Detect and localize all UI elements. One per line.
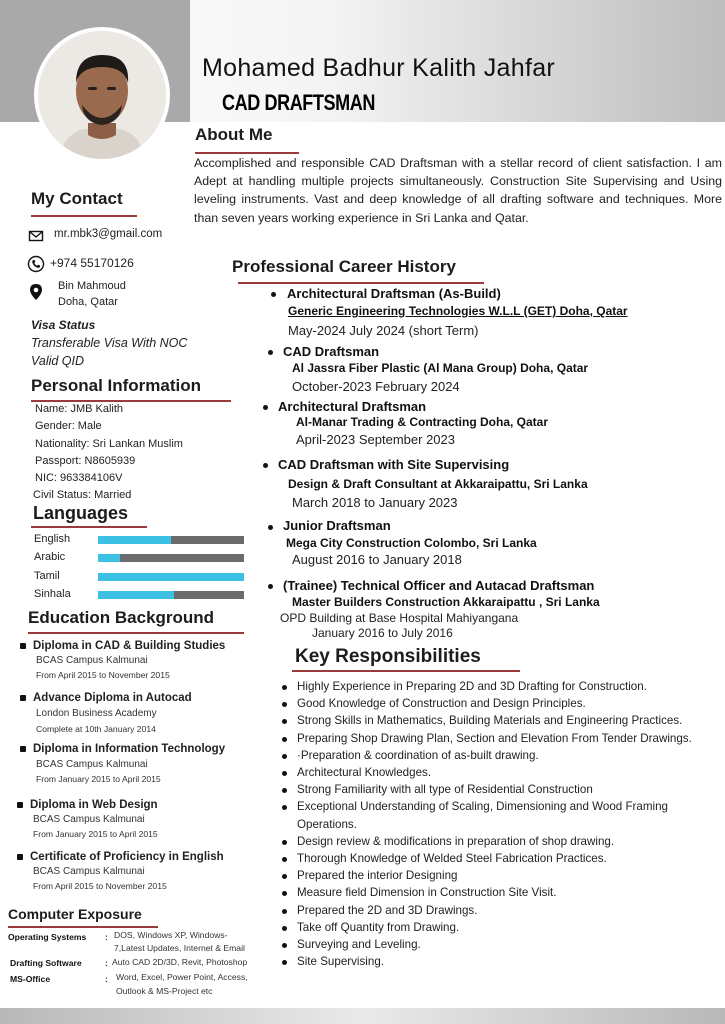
profile-photo <box>34 27 170 163</box>
job-title: CAD Draftsman <box>283 344 380 359</box>
education-heading: Education Background <box>28 608 215 627</box>
responsibility-item: Exceptional Understanding of Scaling, Dimensioning and Wood Framing Operations. <box>280 798 725 832</box>
job-bullet-icon <box>263 463 268 468</box>
education-bullet-icon <box>17 854 23 860</box>
responsibility-item: Highly Experience in Preparing 2D and 3D Drafting for Construction. <box>280 678 725 695</box>
job-company: Generic Engineering Technologies W.L.L (GET) Doha, Qatar <box>288 304 628 318</box>
responsibility-item: Site Supervising. <box>280 953 725 970</box>
job-title: CAD DRAFTSMAN <box>222 90 376 115</box>
responsibility-item: Thorough Knowledge of Welded Steel Fabrication Practices. <box>280 850 725 867</box>
job-company: Design & Draft Consultant at Akkaraipattu, Sri Lanka <box>288 477 588 491</box>
drafting-value: Auto CAD 2D/3D, Revit, Photoshop <box>112 957 248 967</box>
career-heading: Professional Career History <box>232 257 456 276</box>
education-title: Diploma in Information Technology <box>33 743 226 755</box>
msoffice-separator: : <box>105 974 108 984</box>
location-pin-icon <box>29 283 43 301</box>
language-level-fill <box>98 573 244 581</box>
email-icon <box>28 228 44 244</box>
education-bullet-icon <box>20 695 26 701</box>
responsibility-item: Measure field Dimension in Construction Site Visit. <box>280 884 725 901</box>
language-name: Sinhala <box>34 588 71 600</box>
responsibility-item: Prepared the interior Designing <box>280 867 725 884</box>
os-value-line2: 7,Latest Updates, Internet & Email <box>114 943 245 953</box>
msoffice-label: MS-Office <box>10 974 51 984</box>
contact-underline <box>31 215 137 217</box>
responsibility-item: Architectural Knowledges. <box>280 764 725 781</box>
contact-phone[interactable]: +974 55170126 <box>50 256 134 270</box>
job-bullet-icon <box>268 525 273 530</box>
person-portrait-icon <box>38 31 166 159</box>
education-bullet-icon <box>20 746 26 752</box>
language-name: Arabic <box>34 551 66 563</box>
responsibilities-list <box>280 678 725 970</box>
job-title: (Trainee) Technical Officer and Autacad Draftsman <box>283 578 595 593</box>
job-title: Architectural Draftsman (As-Build) <box>287 286 501 301</box>
education-school: BCAS Campus Kalmunai <box>36 759 148 770</box>
responsibility-item: Strong Familiarity with all type of Residential Construction <box>280 781 725 798</box>
education-title: Diploma in Web Design <box>30 799 158 811</box>
education-school: London Business Academy <box>36 708 157 719</box>
about-text: Accomplished and responsible CAD Draftsman with a stellar record of client satisfaction. I am Adept at handling multiple projects simultaneously. Construction Site Supervising and Using leveling instruments. Vast and deep knowledge of all drafting software and techniques. More than seven years working experience in Sri Lanka and Qatar. <box>194 156 722 225</box>
language-level-fill <box>98 554 120 562</box>
responsibilities-heading: Key Responsibilities <box>295 646 481 667</box>
education-school: BCAS Campus Kalmunai <box>33 866 145 877</box>
education-date: From January 2015 to April 2015 <box>33 829 158 839</box>
personal-item: NIC: 963384106V <box>35 472 123 484</box>
job-dates: May-2024 July 2024 (short Term) <box>288 323 479 338</box>
drafting-label: Drafting Software <box>10 958 82 968</box>
education-school: BCAS Campus Kalmunai <box>36 655 148 666</box>
education-school: BCAS Campus Kalmunai <box>33 814 145 825</box>
contact-address-line1: Bin Mahmoud <box>58 280 126 292</box>
personal-heading: Personal Information <box>31 376 202 395</box>
education-title: Diploma in CAD & Building Studies <box>33 640 226 652</box>
education-date: Complete at 10th January 2014 <box>36 724 156 734</box>
job-bullet-icon <box>271 292 276 297</box>
language-level-bar <box>98 573 244 581</box>
education-date: From April 2015 to November 2015 <box>36 670 170 680</box>
language-name: Tamil <box>34 570 60 582</box>
personal-item: Name: JMB Kalith <box>35 403 124 415</box>
candidate-name: Mohamed Badhur Kalith Jahfar <box>202 54 556 82</box>
contact-heading: My Contact <box>31 189 123 208</box>
languages-heading: Languages <box>33 503 129 523</box>
job-company: Al Jassra Fiber Plastic (Al Mana Group) Doha, Qatar <box>292 361 589 375</box>
personal-item: Gender: Male <box>35 420 102 432</box>
education-title: Advance Diploma in Autocad <box>33 692 192 704</box>
education-bullet-icon <box>20 643 26 649</box>
personal-underline <box>31 400 231 402</box>
job-title: CAD Draftsman with Site Supervising <box>278 457 510 472</box>
msoffice-value-line1: Word, Excel, Power Point, Access, <box>116 972 248 982</box>
job-dates: August 2016 to January 2018 <box>292 552 462 567</box>
responsibility-item: Prepared the 2D and 3D Drawings. <box>280 902 725 919</box>
education-date: From April 2015 to November 2015 <box>33 881 167 891</box>
job-extra: OPD Building at Base Hospital Mahiyangana <box>280 611 519 625</box>
personal-item: Civil Status: Married <box>33 489 132 501</box>
computer-heading: Computer Exposure <box>8 906 142 922</box>
job-bullet-icon <box>268 350 273 355</box>
job-dates: April-2023 September 2023 <box>296 432 455 447</box>
responsibility-item: Good Knowledge of Construction and Design Principles. <box>280 695 725 712</box>
education-date: From January 2015 to April 2015 <box>36 774 161 784</box>
language-level-bar <box>98 554 244 562</box>
visa-status-line1: Transferable Visa With NOC <box>31 336 188 350</box>
os-value-line1: DOS, Windows XP, Windows- <box>114 930 228 940</box>
footer-band <box>0 1008 725 1024</box>
responsibility-item: Design review & modifications in preparation of shop drawing. <box>280 833 725 850</box>
job-company: Mega City Construction Colombo, Sri Lanka <box>286 536 537 550</box>
phone-icon <box>27 255 45 273</box>
personal-item: Passport: N8605939 <box>35 455 136 467</box>
job-company: Master Builders Construction Akkaraipattu , Sri Lanka <box>292 595 600 609</box>
education-title: Certificate of Proficiency in English <box>30 851 224 863</box>
language-name: English <box>34 533 71 545</box>
language-level-bar <box>98 591 244 599</box>
responsibilities-underline <box>292 670 520 672</box>
language-level-fill <box>98 591 174 599</box>
job-company: Al-Manar Trading & Contracting Doha, Qatar <box>296 415 549 429</box>
education-underline <box>28 632 244 634</box>
msoffice-value-line2: Outlook & MS-Project etc <box>116 986 213 996</box>
job-dates: March 2018 to January 2023 <box>292 495 458 510</box>
visa-status-label: Visa Status <box>31 318 96 332</box>
responsibility-item: ·Preparation & coordination of as-built drawing. <box>280 747 725 764</box>
job-title: Architectural Draftsman <box>278 399 427 414</box>
job-bullet-icon <box>263 405 268 410</box>
job-dates: October-2023 February 2024 <box>292 379 460 394</box>
language-level-bar <box>98 536 244 544</box>
job-dates: January 2016 to July 2016 <box>312 626 453 640</box>
contact-address-line2: Doha, Qatar <box>58 296 118 308</box>
job-bullet-icon <box>268 584 273 589</box>
education-bullet-icon <box>17 802 23 808</box>
os-label: Operating Systems <box>8 932 87 942</box>
drafting-separator: : <box>105 958 108 968</box>
responsibility-item: Take off Quantity from Drawing. <box>280 919 725 936</box>
os-separator: : <box>105 932 108 942</box>
career-underline <box>238 282 484 284</box>
languages-underline <box>31 526 147 528</box>
computer-underline <box>8 926 158 928</box>
responsibility-item: Surveying and Leveling. <box>280 936 725 953</box>
responsibility-item: Preparing Shop Drawing Plan, Section and Elevation From Tender Drawings. <box>280 730 725 747</box>
job-title: Junior Draftsman <box>283 518 391 533</box>
visa-status-line2: Valid QID <box>31 354 85 368</box>
personal-item: Nationality: Sri Lankan Muslim <box>35 438 183 450</box>
language-level-fill <box>98 536 171 544</box>
responsibility-item: Strong Skills in Mathematics, Building Materials and Engineering Practices. <box>280 712 725 729</box>
contact-email[interactable]: mr.mbk3@gmail.com <box>54 228 163 240</box>
about-heading: About Me <box>195 125 273 144</box>
